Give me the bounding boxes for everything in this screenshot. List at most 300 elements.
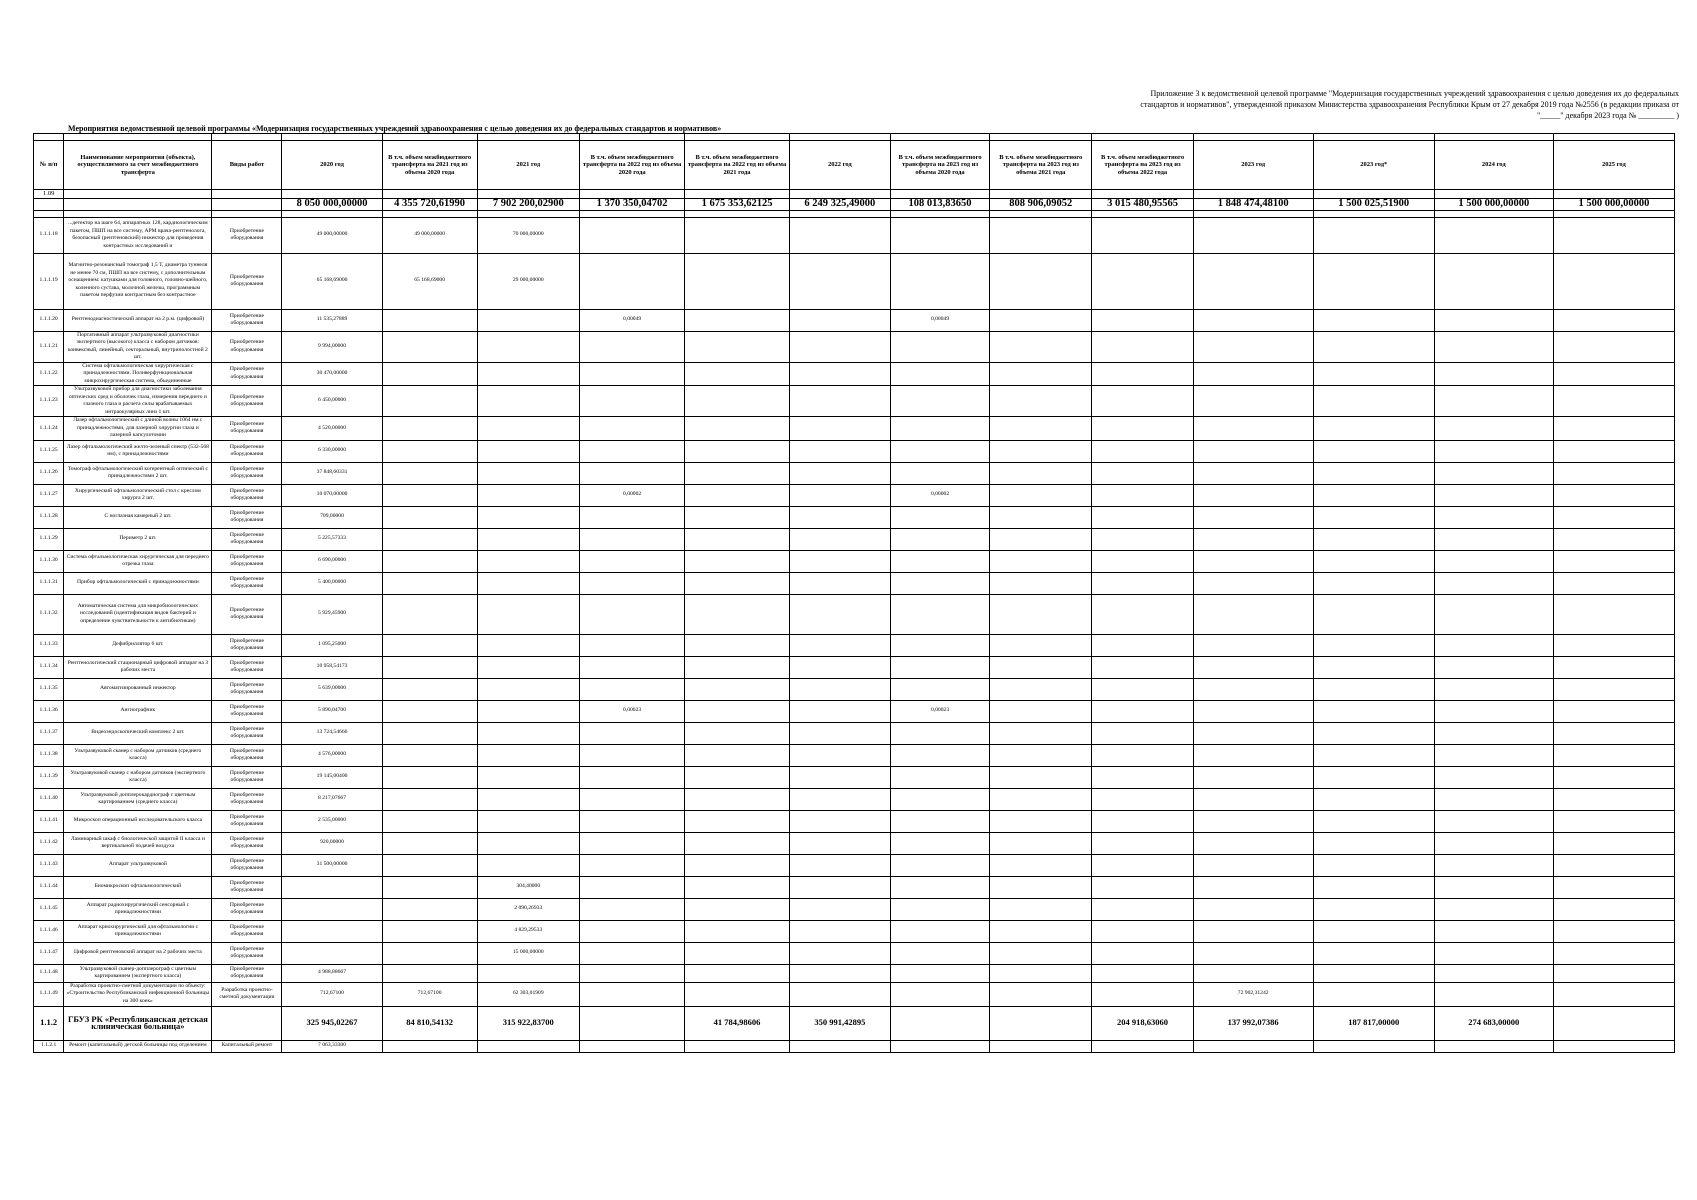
value-cell: 5 225,57333 bbox=[282, 528, 382, 550]
value-cell bbox=[1313, 362, 1434, 386]
value-cell bbox=[789, 656, 890, 678]
row-number: 1.1.1.38 bbox=[34, 744, 64, 766]
table-row bbox=[34, 982, 1675, 1006]
item-name: ...детектор на шаге 64, аппаратных 128, кардиологическим пакетом, ПШП на все систему, АРМ врача-рентгенолога, безопасный (рентгеновский) инжектор для проведения контрастных исследований и bbox=[64, 217, 212, 253]
work-type: Приобретение оборудования bbox=[212, 700, 282, 722]
value-cell bbox=[990, 253, 1092, 309]
value-cell bbox=[789, 766, 890, 788]
value-cell bbox=[789, 920, 890, 942]
value-cell: 6 690,00000 bbox=[282, 550, 382, 572]
table-row bbox=[34, 528, 1675, 550]
value-cell bbox=[990, 506, 1092, 528]
total-cell: 4 355 720,61990 bbox=[382, 198, 477, 210]
col-header: В т.ч. объем межбюджетного трансферта на 2022 год из объема 2020 года bbox=[579, 141, 684, 190]
work-type: Приобретение оборудования bbox=[212, 253, 282, 309]
col-header: В т.ч. объем межбюджетного трансферта на 2022 год из объема 2021 года bbox=[685, 141, 789, 190]
value-cell bbox=[1313, 898, 1434, 920]
work-type: Приобретение оборудования bbox=[212, 744, 282, 766]
work-type: Приобретение оборудования bbox=[212, 217, 282, 253]
value-cell bbox=[1313, 1040, 1434, 1052]
value-cell bbox=[382, 462, 477, 484]
value-cell bbox=[1193, 832, 1313, 854]
value-cell bbox=[579, 898, 684, 920]
row-number: 1.1.1.20 bbox=[34, 309, 64, 331]
value-cell bbox=[1313, 309, 1434, 331]
value-cell bbox=[1313, 964, 1434, 982]
value-cell bbox=[789, 484, 890, 506]
item-name: Рентгенодиагностический аппарат на 2 р.м. (цифровой) bbox=[64, 309, 212, 331]
value-cell bbox=[477, 309, 579, 331]
value-cell bbox=[477, 964, 579, 982]
value-cell bbox=[890, 898, 989, 920]
value-cell bbox=[382, 766, 477, 788]
value-cell bbox=[382, 700, 477, 722]
value-cell: 13 724,54666 bbox=[282, 722, 382, 744]
value-cell bbox=[890, 362, 989, 386]
value-cell bbox=[477, 417, 579, 441]
value-cell bbox=[1553, 982, 1674, 1006]
value-cell bbox=[1313, 854, 1434, 876]
table-row bbox=[34, 594, 1675, 634]
value-cell: 315 922,83700 bbox=[477, 1006, 579, 1040]
col-header: 2024 год bbox=[1434, 141, 1553, 190]
value-cell bbox=[1434, 309, 1553, 331]
value-cell bbox=[789, 722, 890, 744]
value-cell bbox=[1193, 678, 1313, 700]
col-header: 2022 год bbox=[789, 141, 890, 190]
value-cell bbox=[789, 506, 890, 528]
value-cell bbox=[789, 942, 890, 964]
value-cell bbox=[1092, 594, 1193, 634]
value-cell bbox=[579, 832, 684, 854]
value-cell bbox=[1434, 722, 1553, 744]
col-header: 2025 год bbox=[1553, 141, 1674, 190]
value-cell bbox=[1092, 386, 1193, 417]
row-number: 1.1.1.42 bbox=[34, 832, 64, 854]
value-cell bbox=[1313, 744, 1434, 766]
value-cell bbox=[579, 386, 684, 417]
value-cell bbox=[685, 217, 789, 253]
value-cell: 0,00049 bbox=[890, 309, 989, 331]
value-cell bbox=[1092, 942, 1193, 964]
value-cell bbox=[685, 417, 789, 441]
item-name: Лазер офтальмологический с длиной волны 1064 нм с принадлежностями, для лазерной хирургии глаза и лазерной капсулотомии bbox=[64, 417, 212, 441]
value-cell bbox=[685, 484, 789, 506]
value-cell: 709,00000 bbox=[282, 506, 382, 528]
value-cell bbox=[890, 528, 989, 550]
table-row bbox=[34, 700, 1675, 722]
value-cell bbox=[990, 898, 1092, 920]
work-type: Приобретение оборудования bbox=[212, 722, 282, 744]
value-cell bbox=[579, 217, 684, 253]
work-type: Приобретение оборудования bbox=[212, 788, 282, 810]
spacer-row bbox=[34, 210, 1675, 217]
value-cell: 2 090,26933 bbox=[477, 898, 579, 920]
total-cell: 1 675 353,62125 bbox=[685, 198, 789, 210]
table-row bbox=[34, 722, 1675, 744]
value-cell bbox=[1434, 982, 1553, 1006]
value-cell bbox=[382, 528, 477, 550]
item-name: Ремонт (капитальный) детской больницы под отделением bbox=[64, 1040, 212, 1052]
value-cell bbox=[685, 854, 789, 876]
value-cell bbox=[990, 832, 1092, 854]
value-cell bbox=[579, 528, 684, 550]
value-cell bbox=[477, 722, 579, 744]
value-cell bbox=[890, 594, 989, 634]
value-cell bbox=[990, 572, 1092, 594]
value-cell bbox=[1193, 898, 1313, 920]
value-cell bbox=[890, 331, 989, 362]
item-name: Периметр 2 шт. bbox=[64, 528, 212, 550]
row-number: 1.1.2.1 bbox=[34, 1040, 64, 1052]
value-cell bbox=[1553, 484, 1674, 506]
value-cell: 10 958,54173 bbox=[282, 656, 382, 678]
value-cell bbox=[990, 876, 1092, 898]
value-cell: 5 890,04700 bbox=[282, 700, 382, 722]
value-cell bbox=[890, 854, 989, 876]
value-cell bbox=[1553, 898, 1674, 920]
item-name: Система офтальмологическая хирургическая с принадлежностями. Поливерфункциональная микрохирургическая система, объединенные bbox=[64, 362, 212, 386]
value-cell bbox=[1553, 1006, 1674, 1040]
value-cell bbox=[890, 253, 989, 309]
value-cell bbox=[1434, 766, 1553, 788]
value-cell bbox=[1313, 810, 1434, 832]
value-cell bbox=[1434, 386, 1553, 417]
value-cell bbox=[1553, 440, 1674, 462]
value-cell bbox=[382, 309, 477, 331]
row-number: 1.1.1.49 bbox=[34, 982, 64, 1006]
value-cell: 5 639,00000 bbox=[282, 678, 382, 700]
value-cell bbox=[1092, 634, 1193, 656]
value-cell bbox=[477, 506, 579, 528]
item-name: Автоматическая система для микробиологических исследований (идентификация видов бактерий и определение чувствительности к антибиотикам) bbox=[64, 594, 212, 634]
work-type: Приобретение оборудования bbox=[212, 440, 282, 462]
value-cell: 65 168,69000 bbox=[382, 253, 477, 309]
value-cell bbox=[1313, 982, 1434, 1006]
value-cell bbox=[685, 550, 789, 572]
value-cell bbox=[789, 550, 890, 572]
value-cell bbox=[1434, 440, 1553, 462]
value-cell bbox=[1193, 920, 1313, 942]
value-cell bbox=[1434, 550, 1553, 572]
item-name: Ламинарный шкаф с биологической защитой II класса и вертикальной подачей воздуха bbox=[64, 832, 212, 854]
value-cell: 8 217,07667 bbox=[282, 788, 382, 810]
value-cell: 920,00000 bbox=[282, 832, 382, 854]
value-cell: 4 829,29533 bbox=[477, 920, 579, 942]
value-cell bbox=[890, 506, 989, 528]
value-cell bbox=[789, 810, 890, 832]
value-cell bbox=[1313, 594, 1434, 634]
value-cell bbox=[477, 594, 579, 634]
value-cell bbox=[382, 550, 477, 572]
value-cell: 0,00023 bbox=[579, 700, 684, 722]
value-cell bbox=[1434, 462, 1553, 484]
header-row bbox=[34, 141, 1675, 190]
value-cell bbox=[579, 550, 684, 572]
value-cell bbox=[789, 462, 890, 484]
work-type: Приобретение оборудования bbox=[212, 656, 282, 678]
value-cell bbox=[1193, 506, 1313, 528]
value-cell bbox=[789, 309, 890, 331]
value-cell: 0,00049 bbox=[579, 309, 684, 331]
value-cell bbox=[382, 898, 477, 920]
work-type: Приобретение оборудования bbox=[212, 462, 282, 484]
value-cell bbox=[890, 832, 989, 854]
value-cell bbox=[1092, 484, 1193, 506]
value-cell: 6 330,00000 bbox=[282, 440, 382, 462]
value-cell bbox=[890, 656, 989, 678]
value-cell bbox=[1092, 810, 1193, 832]
row-number: 1.1.1.31 bbox=[34, 572, 64, 594]
item-name: Цифровой рентгеновский аппарат на 2 рабочих места bbox=[64, 942, 212, 964]
value-cell: 204 918,63060 bbox=[1092, 1006, 1193, 1040]
value-cell bbox=[990, 744, 1092, 766]
value-cell: 9 994,00000 bbox=[282, 331, 382, 362]
value-cell bbox=[477, 634, 579, 656]
value-cell bbox=[579, 462, 684, 484]
value-cell bbox=[1193, 386, 1313, 417]
value-cell bbox=[1193, 722, 1313, 744]
value-cell bbox=[1553, 386, 1674, 417]
value-cell bbox=[382, 744, 477, 766]
value-cell: 4 576,00000 bbox=[282, 744, 382, 766]
table-row bbox=[34, 678, 1675, 700]
work-type: Приобретение оборудования bbox=[212, 832, 282, 854]
value-cell bbox=[685, 876, 789, 898]
value-cell bbox=[890, 572, 989, 594]
item-name: Биомикроскоп офтальмологический bbox=[64, 876, 212, 898]
row-number: 1.1.1.37 bbox=[34, 722, 64, 744]
value-cell bbox=[1434, 942, 1553, 964]
value-cell bbox=[382, 810, 477, 832]
value-cell bbox=[1313, 722, 1434, 744]
col-header: 2021 год bbox=[477, 141, 579, 190]
value-cell: 0,00002 bbox=[890, 484, 989, 506]
value-cell bbox=[1193, 766, 1313, 788]
value-cell bbox=[282, 876, 382, 898]
total-cell: 808 906,09052 bbox=[990, 198, 1092, 210]
value-cell bbox=[1092, 788, 1193, 810]
row-number: 1.1.1.19 bbox=[34, 253, 64, 309]
value-cell bbox=[1434, 876, 1553, 898]
section-label: 1.09 bbox=[34, 190, 64, 199]
total-cell: 6 249 325,49000 bbox=[789, 198, 890, 210]
value-cell: 70 000,00000 bbox=[477, 217, 579, 253]
value-cell bbox=[477, 528, 579, 550]
value-cell bbox=[579, 722, 684, 744]
value-cell bbox=[1092, 920, 1193, 942]
value-cell bbox=[789, 854, 890, 876]
value-cell bbox=[382, 788, 477, 810]
value-cell bbox=[685, 722, 789, 744]
value-cell bbox=[1193, 309, 1313, 331]
value-cell: 1 095,25000 bbox=[282, 634, 382, 656]
work-type: Приобретение оборудования bbox=[212, 678, 282, 700]
value-cell bbox=[1553, 634, 1674, 656]
value-cell bbox=[1434, 572, 1553, 594]
value-cell bbox=[477, 1040, 579, 1052]
value-cell bbox=[1434, 920, 1553, 942]
value-cell bbox=[685, 331, 789, 362]
value-cell bbox=[1553, 253, 1674, 309]
value-cell bbox=[789, 964, 890, 982]
table-row bbox=[34, 634, 1675, 656]
value-cell bbox=[1553, 854, 1674, 876]
row-number: 1.1.1.40 bbox=[34, 788, 64, 810]
item-name: Аппарат радиохирургический сенсорный с принадлежностями bbox=[64, 898, 212, 920]
value-cell bbox=[789, 876, 890, 898]
value-cell bbox=[890, 810, 989, 832]
value-cell bbox=[282, 942, 382, 964]
table-row bbox=[34, 810, 1675, 832]
value-cell bbox=[789, 572, 890, 594]
value-cell bbox=[789, 528, 890, 550]
value-cell bbox=[382, 362, 477, 386]
item-name: Видеоэндоскопический комплекс 2 шт. bbox=[64, 722, 212, 744]
value-cell bbox=[1553, 656, 1674, 678]
value-cell bbox=[990, 964, 1092, 982]
value-cell bbox=[579, 1040, 684, 1052]
col-header: В т.ч. объем межбюджетного трансферта на 2023 год из объема 2022 года bbox=[1092, 141, 1193, 190]
work-type: Приобретение оборудования bbox=[212, 766, 282, 788]
value-cell bbox=[890, 678, 989, 700]
work-type: Приобретение оборудования bbox=[212, 876, 282, 898]
value-cell bbox=[990, 678, 1092, 700]
value-cell bbox=[1092, 678, 1193, 700]
value-cell bbox=[685, 744, 789, 766]
value-cell bbox=[1313, 920, 1434, 942]
value-cell: 7 063,33300 bbox=[282, 1040, 382, 1052]
row-number: 1.1.1.24 bbox=[34, 417, 64, 441]
table-row bbox=[34, 309, 1675, 331]
value-cell bbox=[1193, 634, 1313, 656]
value-cell bbox=[579, 253, 684, 309]
value-cell bbox=[477, 331, 579, 362]
value-cell bbox=[1193, 788, 1313, 810]
table-row bbox=[34, 386, 1675, 417]
value-cell bbox=[579, 362, 684, 386]
row-number: 1.1.1.29 bbox=[34, 528, 64, 550]
table-row bbox=[34, 462, 1675, 484]
value-cell bbox=[382, 678, 477, 700]
value-cell bbox=[789, 217, 890, 253]
total-cell: 7 902 200,02900 bbox=[477, 198, 579, 210]
value-cell bbox=[1553, 964, 1674, 982]
value-cell bbox=[1313, 462, 1434, 484]
value-cell bbox=[1434, 656, 1553, 678]
value-cell bbox=[1553, 744, 1674, 766]
value-cell bbox=[685, 362, 789, 386]
total-cell: 1 848 474,48100 bbox=[1193, 198, 1313, 210]
value-cell bbox=[1553, 506, 1674, 528]
value-cell bbox=[1092, 700, 1193, 722]
value-cell bbox=[1434, 217, 1553, 253]
value-cell bbox=[685, 386, 789, 417]
value-cell bbox=[1092, 964, 1193, 982]
value-cell bbox=[1313, 528, 1434, 550]
table-row bbox=[34, 656, 1675, 678]
col-header: В т.ч. объем межбюджетного трансферта на 2023 год из объема 2021 года bbox=[990, 141, 1092, 190]
table-row bbox=[34, 942, 1675, 964]
hospital-row bbox=[34, 1006, 1675, 1040]
value-cell bbox=[990, 1040, 1092, 1052]
value-cell bbox=[789, 362, 890, 386]
item-name: Система офтальмологическая хирургическая для переднего отрезка глаза bbox=[64, 550, 212, 572]
value-cell bbox=[1553, 309, 1674, 331]
value-cell bbox=[685, 700, 789, 722]
item-name: Ультразвуковой сканер-допплерограф с цветным картированием (экспертного класса) bbox=[64, 964, 212, 982]
value-cell bbox=[1553, 462, 1674, 484]
value-cell: 10 070,00000 bbox=[282, 484, 382, 506]
value-cell bbox=[1193, 964, 1313, 982]
value-cell bbox=[890, 386, 989, 417]
col-header: 2020 год bbox=[282, 141, 382, 190]
value-cell bbox=[1553, 876, 1674, 898]
value-cell bbox=[990, 309, 1092, 331]
item-name: Ультразвуковой прибор для диагностики заболевания оптических сред и оболочек глаза, измерения переднего и глазного глаза и расчета силы врабатываемых интраокулярных линз 1 шт. bbox=[64, 386, 212, 417]
value-cell bbox=[382, 331, 477, 362]
total-cell: 1 370 350,04702 bbox=[579, 198, 684, 210]
value-cell bbox=[890, 1006, 989, 1040]
work-type: Приобретение оборудования bbox=[212, 920, 282, 942]
value-cell bbox=[990, 634, 1092, 656]
value-cell bbox=[1193, 440, 1313, 462]
item-name: Томограф офтальмологический когерентный оптический с принадлежностями 2 шт. bbox=[64, 462, 212, 484]
value-cell bbox=[477, 788, 579, 810]
row-number: 1.1.1.45 bbox=[34, 898, 64, 920]
work-type: Разработка проектно-сметной документации bbox=[212, 982, 282, 1006]
value-cell bbox=[1434, 594, 1553, 634]
value-cell bbox=[579, 506, 684, 528]
value-cell bbox=[1553, 217, 1674, 253]
value-cell bbox=[789, 440, 890, 462]
table-row bbox=[34, 331, 1675, 362]
value-cell bbox=[1313, 572, 1434, 594]
value-cell bbox=[382, 832, 477, 854]
col-header: 2023 год* bbox=[1313, 141, 1434, 190]
value-cell bbox=[685, 506, 789, 528]
program-table bbox=[33, 133, 1675, 1053]
value-cell bbox=[1434, 854, 1553, 876]
value-cell: 304,40000 bbox=[477, 876, 579, 898]
value-cell bbox=[789, 331, 890, 362]
value-cell bbox=[1092, 462, 1193, 484]
value-cell bbox=[1193, 810, 1313, 832]
value-cell bbox=[1193, 572, 1313, 594]
item-name: Ультразвуковой допплерокардиограф с цветным картированием (среднего класса) bbox=[64, 788, 212, 810]
header-note: Приложение 3 к ведомственной целевой программе "Модернизация государственных учреждений здравоохранения с целью доведения их до федеральных стандартов и нормативов", утвержденной приказом Министерства здравоохранения Республики Крым от 27 декабря 2019 года №2556 (в редакции приказа от "_____" декабря 2023 года № _________ ) bbox=[1140, 89, 1679, 120]
work-type bbox=[212, 1006, 282, 1040]
value-cell bbox=[890, 634, 989, 656]
col-header: Наименование мероприятия (объекта), осуществляемого за счет межбюджетного трансферта bbox=[64, 141, 212, 190]
value-cell bbox=[1092, 876, 1193, 898]
value-cell bbox=[579, 572, 684, 594]
value-cell bbox=[1193, 550, 1313, 572]
total-cell: 1 500 000,00000 bbox=[1434, 198, 1553, 210]
document-title: Мероприятия ведомственной целевой программы «Модернизация государственных учреждений здравоохранения с целью доведения их до федеральных стандартов и нормативов» bbox=[68, 124, 722, 133]
table-row bbox=[34, 550, 1675, 572]
value-cell bbox=[990, 982, 1092, 1006]
value-cell bbox=[1553, 942, 1674, 964]
value-cell bbox=[890, 417, 989, 441]
value-cell bbox=[1553, 528, 1674, 550]
value-cell bbox=[685, 462, 789, 484]
value-cell bbox=[282, 920, 382, 942]
value-cell: 5 929,45900 bbox=[282, 594, 382, 634]
value-cell bbox=[477, 362, 579, 386]
value-cell: 274 683,00000 bbox=[1434, 1006, 1553, 1040]
value-cell bbox=[685, 309, 789, 331]
